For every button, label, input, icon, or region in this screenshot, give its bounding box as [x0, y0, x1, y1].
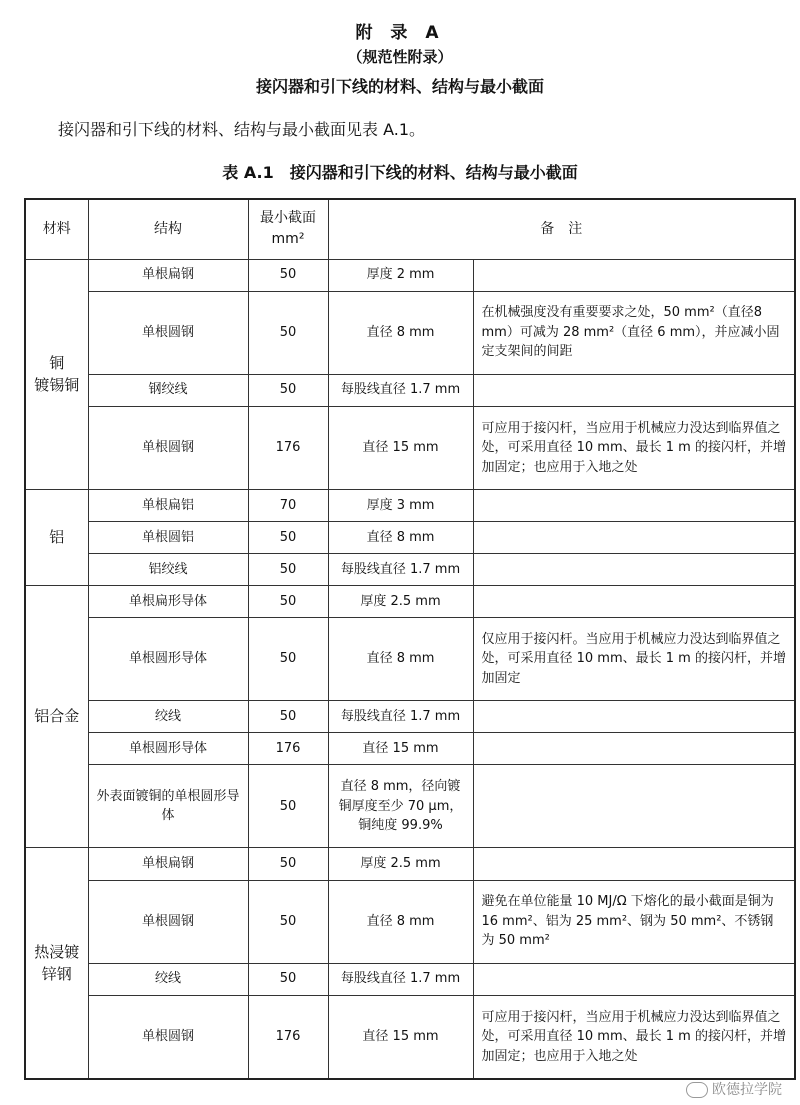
note-cell: [473, 848, 795, 880]
note-cell: 仅应用于接闪杆。当应用于机械应力没达到临界值之处，可采用直径 10 mm、最长 1 m 的接闪杆，并增加固定: [473, 618, 795, 701]
note-cell: [473, 586, 795, 618]
appendix-heading: 接闪器和引下线的材料、结构与最小截面: [255, 77, 544, 96]
structure-cell: 绞线: [88, 963, 248, 995]
wechat-logo-icon: [686, 1082, 708, 1098]
note-cell: [473, 259, 795, 291]
min-section-cell: 70: [248, 489, 328, 521]
structure-cell: 单根圆钢: [88, 291, 248, 374]
structure-cell: 外表面镀铜的单根圆形导体: [88, 765, 248, 848]
spec-cell: 直径 15 mm: [328, 406, 473, 489]
min-section-cell: 50: [248, 291, 328, 374]
spec-cell: 厚度 2.5 mm: [328, 848, 473, 880]
min-section-cell: 50: [248, 618, 328, 701]
note-cell: [473, 765, 795, 848]
structure-cell: 单根圆铝: [88, 521, 248, 553]
note-cell: 可应用于接闪杆，当应用于机械应力没达到临界值之处，可采用直径 10 mm、最长 1 m 的接闪杆，并增加固定；也应用于入地之处: [473, 995, 795, 1079]
min-section-cell: 176: [248, 406, 328, 489]
material-cell: 铝合金: [25, 586, 88, 848]
table-row: [25, 406, 795, 489]
structure-cell: 单根扁形导体: [88, 586, 248, 618]
structure-cell: 绞线: [88, 701, 248, 733]
spec-cell: 每股线直径 1.7 mm: [328, 963, 473, 995]
appendix-title: 附 录 A: [355, 23, 445, 43]
watermark: 欧德拉学院: [686, 1079, 782, 1099]
structure-cell: 单根圆形导体: [88, 733, 248, 765]
note-cell: 避免在单位能量 10 MJ/Ω 下熔化的最小截面是铜为 16 mm²、铝为 25 mm²、钢为 50 mm²、不锈钢为 50 mm²: [473, 880, 795, 963]
min-section-cell: 50: [248, 521, 328, 553]
table-header-row: [25, 199, 795, 259]
col-material: 材料: [25, 199, 88, 259]
spec-cell: 每股线直径 1.7 mm: [328, 701, 473, 733]
table-row: [25, 880, 795, 963]
spec-cell: 直径 15 mm: [328, 733, 473, 765]
structure-cell: 单根圆钢: [88, 880, 248, 963]
spec-cell: 直径 8 mm: [328, 521, 473, 553]
table-row: [25, 765, 795, 848]
structure-cell: 单根扁钢: [88, 848, 248, 880]
table-row: [25, 848, 795, 880]
spec-cell: 直径 15 mm: [328, 995, 473, 1079]
structure-cell: 钢绞线: [88, 374, 248, 406]
min-section-cell: 50: [248, 963, 328, 995]
min-section-cell: 50: [248, 848, 328, 880]
structure-cell: 单根圆钢: [88, 406, 248, 489]
structure-cell: 单根扁铝: [88, 489, 248, 521]
spec-cell: 直径 8 mm: [328, 291, 473, 374]
table-row: [25, 586, 795, 618]
table-row: [25, 618, 795, 701]
spec-cell: 厚度 2 mm: [328, 259, 473, 291]
min-section-cell: 50: [248, 765, 328, 848]
col-unit: mm²: [271, 231, 305, 248]
table-row: [25, 521, 795, 553]
note-cell: [473, 521, 795, 553]
spec-cell: 厚度 2.5 mm: [328, 586, 473, 618]
structure-cell: 铝绞线: [88, 553, 248, 585]
min-section-cell: 176: [248, 733, 328, 765]
spec-cell: 每股线直径 1.7 mm: [328, 553, 473, 585]
note-cell: [473, 489, 795, 521]
structure-cell: 单根圆形导体: [88, 618, 248, 701]
note-cell: [473, 733, 795, 765]
min-section-cell: 50: [248, 259, 328, 291]
material-cell: 热浸镀 锌钢: [25, 848, 88, 1079]
spec-cell: 厚度 3 mm: [328, 489, 473, 521]
min-section-cell: 50: [248, 701, 328, 733]
min-section-cell: 176: [248, 995, 328, 1079]
table-row: [25, 259, 795, 291]
table-row: [25, 291, 795, 374]
min-section-cell: 50: [248, 374, 328, 406]
table-row: [25, 489, 795, 521]
col-structure: 结构: [88, 199, 248, 259]
note-cell: [473, 553, 795, 585]
table-row: [25, 553, 795, 585]
spec-cell: 直径 8 mm: [328, 880, 473, 963]
intro-paragraph: 接闪器和引下线的材料、结构与最小截面见表 A.1。: [58, 120, 426, 139]
spec-cell: 直径 8 mm: [328, 618, 473, 701]
col-remarks: 备 注: [328, 199, 795, 259]
table-row: [25, 701, 795, 733]
note-cell: 在机械强度没有重要要求之处，50 mm²（直径8 mm）可减为 28 mm²（直径 6 mm），并应减小固定支架间的间距: [473, 291, 795, 374]
table-row: [25, 733, 795, 765]
note-cell: 可应用于接闪杆，当应用于机械应力没达到临界值之处，可采用直径 10 mm、最长 1 m 的接闪杆，并增加固定；也应用于入地之处: [473, 406, 795, 489]
note-cell: [473, 963, 795, 995]
min-section-cell: 50: [248, 553, 328, 585]
table-caption: 表 A.1 接闪器和引下线的材料、结构与最小截面: [222, 163, 578, 182]
spec-cell: 直径 8 mm，径向镀铜厚度至少 70 μm，铜纯度 99.9%: [328, 765, 473, 848]
material-cell: 铝: [25, 489, 88, 585]
spec-cell: 每股线直径 1.7 mm: [328, 374, 473, 406]
material-cell: 铜 镀锡铜: [25, 259, 88, 489]
note-cell: [473, 374, 795, 406]
materials-table: [24, 198, 796, 1080]
col-min-section: 最小截面 mm²: [248, 199, 328, 259]
table-row: [25, 374, 795, 406]
table-row: [25, 963, 795, 995]
table-row: [25, 995, 795, 1079]
min-section-cell: 50: [248, 586, 328, 618]
structure-cell: 单根圆钢: [88, 995, 248, 1079]
min-section-cell: 50: [248, 880, 328, 963]
structure-cell: 单根扁钢: [88, 259, 248, 291]
appendix-subtitle: （规范性附录）: [347, 48, 453, 66]
note-cell: [473, 701, 795, 733]
